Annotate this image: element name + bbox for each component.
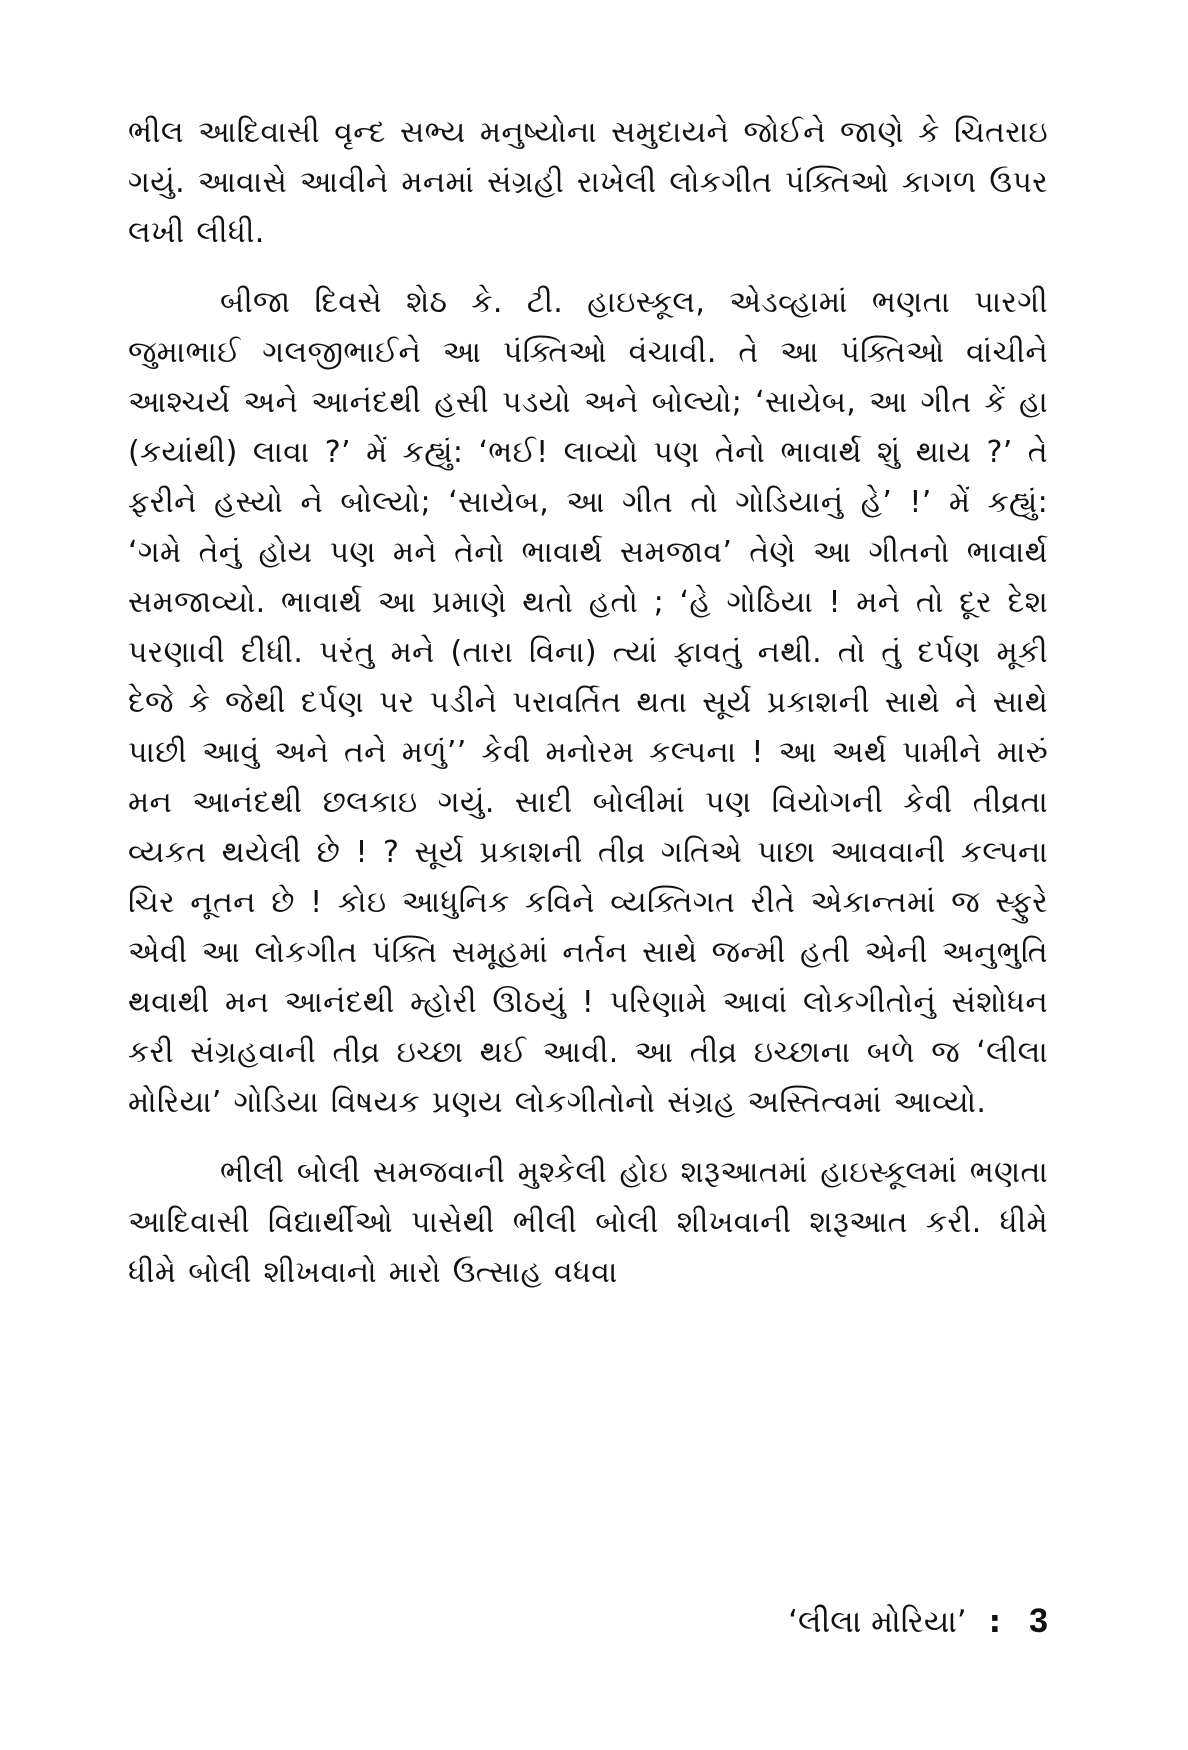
page-footer: [788, 1602, 1048, 1641]
page-number: 3: [1029, 1602, 1048, 1640]
running-title: ‘લીલા મોરિયા’: [788, 1604, 967, 1640]
paragraph-1: ભીલ આદિવાસી વૃન્દ સભ્ય મનુષ્યોના સમુદાયને જોઈને જાણે કે ચિતરાઇ ગયું. આવાસે આવીને મનમાં સંગ્રહી રાખેલી લોકગીત પંક્તિઓ કાગળ ઉપર લખી લીધી.: [128, 115, 1048, 250]
page-body: [128, 108, 1048, 1298]
paragraph-3: ભીલી બોલી સમજવાની મુશ્કેલી હોઇ શરૂઆતમાં હાઇસ્કૂલમાં ભણતા આદિવાસી વિદ્યાર્થીઓ પાસેથી ભીલી બોલી શીખવાની શરૂઆત કરી. ધીમે ધીમે બોલી શીખવાનો મારો ઉત્સાહ વધવા: [128, 1155, 1048, 1290]
footer-separator: :: [988, 1604, 1002, 1640]
paragraph-2: બીજા દિવસે શેઠ કે. ટી. હાઇસ્કૂલ, એડવ્હામાં ભણતા પારગી જુમાભાઈ ગલજીભાઈને આ પંક્તિઓ વંચાવી. તે આ પંક્તિઓ વાંચીને આશ્ચર્ય અને આનંદથી હસી પડયો અને બોલ્યો; ‘સાયેબ, આ ગીત કેં હા (કયાંથી) લાવા ?’ મેં કહ્યું: ‘ભઈ! લાવ્યો પણ તેનો ભાવાર્થ શું થાય ?’ તે ફરીને હસ્યો ને બોલ્યો; ‘સાયેબ, આ ગીત તો ગોડિયાનું હે’ !’ મેં કહ્યું: ‘ગમે તેનું હોય પણ મને તેનો ભાવાર્થ સમજાવ’ તેણે આ ગીતનો ભાવાર્થ સમજાવ્યો. ભાવાર્થ આ પ્રમાણે થતો હતો ; ‘હે ગોઠિયા ! મને તો દૂર દેશ પરણાવી દીધી. પરંતુ મને (તારા વિના) ત્યાં ફાવતું નથી. તો તું દર્પણ મૂકી દેજે કે જેથી દર્પણ પર પડીને પરાવર્તિત થતા સૂર્ય પ્રકાશની સાથે ને સાથે પાછી આવું અને તને મળું’’ કેવી મનોરમ કલ્પના ! આ અર્થ પામીને મારું મન આનંદથી છલકાઇ ગયું. સાદી બોલીમાં પણ વિયોગની કેવી તીવ્રતા વ્યકત થયેલી છે ! ? સૂર્ય પ્રકાશની તીવ્ર ગતિએ પાછા આવવાની કલ્પના ચિર નૂતન છે ! કોઇ આધુનિક કવિને વ્યક્તિગત રીતે એકાન્તમાં જ સ્ફુરે એવી આ લોકગીત પંક્તિ સમૂહમાં નર્તન સાથે જન્મી હતી એની અનુભુતિ થવાથી મન આનંદથી મ્હોરી ઊઠયું ! પરિણામે આવાં લોકગીતોનું સંશોધન કરી સંગ્રહવાની તીવ્ર ઇચ્છા થઈ આવી. આ તીવ્ર ઇચ્છાના બળે જ ‘લીલા મોરિયા’ ગોડિયા વિષયક પ્રણય લોકગીતોનો સંગ્રહ અસ્તિત્વમાં આવ્યો.: [128, 285, 1048, 1120]
